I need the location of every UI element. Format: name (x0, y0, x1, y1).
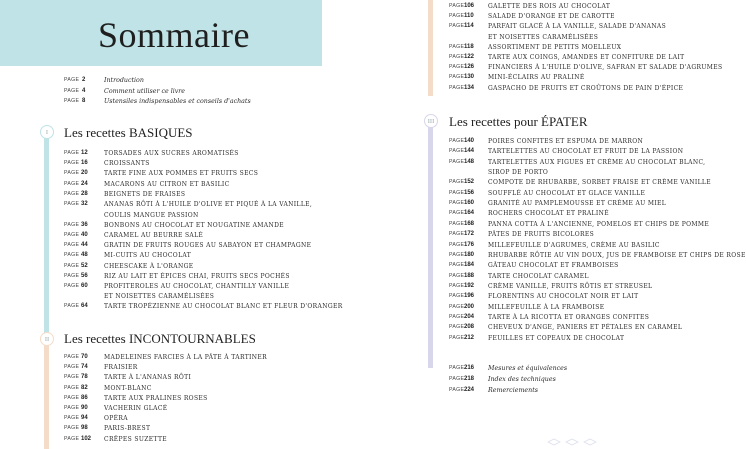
page-label: PAGE (64, 190, 80, 197)
entry-title: TARTE À L'ANANAS RÔTI (104, 374, 192, 382)
page-label: PAGE (64, 425, 80, 432)
page-number: 110 (464, 13, 474, 20)
entry-title: TARTE TROPÉZIENNE AU CHOCOLAT BLANC ET FLEUR D'ORANGER (104, 303, 343, 311)
page-label: PAGE (64, 221, 80, 228)
page-label: PAGE (64, 150, 80, 156)
page-number: 224 (464, 386, 475, 393)
page-label: PAGE (449, 220, 465, 227)
page-label: PAGE (64, 160, 80, 167)
page-number: 48 (81, 252, 88, 259)
entry-title: Remerciements (488, 386, 538, 394)
entry-title-continuation: SIROP DE PORTO (488, 169, 549, 177)
page-number: 216 (464, 365, 475, 371)
page-label: PAGE (64, 354, 80, 360)
page-number: 160 (464, 200, 475, 207)
entry-title: TARTELETTES AUX FIGUES ET CRÈME AU CHOCOLAT BLANC, (488, 158, 706, 166)
entry-title: GRATIN DE FRUITS ROUGES AU SABAYON ET CHAMPAGNE (104, 242, 312, 250)
page-label: PAGE (449, 84, 465, 91)
page-label: PAGE (449, 43, 465, 50)
entry-title: RHUBARBE RÔTIE AU VIN DOUX, JUS DE FRAMBOISE ET CHIPS DE ROSE (488, 251, 746, 259)
page-label: PAGE (449, 262, 465, 269)
page-number: 130 (464, 74, 475, 81)
entry-title: CROISSANTS (104, 160, 150, 168)
page-label: PAGE (64, 170, 80, 177)
section-numeral: III (424, 114, 438, 128)
entry-title-continuation: COULIS MANGUE PASSION (104, 211, 199, 219)
entry-title: CRÊPES SUZETTE (104, 435, 168, 443)
page-number: 78 (81, 374, 88, 381)
entry-title: TORSADES AUX SUCRES AROMATISÉS (104, 150, 239, 157)
page-number: 134 (464, 84, 475, 91)
section-title: Les recettes INCONTOURNABLES (64, 331, 256, 346)
entry-title: PANNA COTTA À L'ANCIENNE, POMELOS ET CHIPS DE POMME (488, 220, 710, 228)
entry-title: OPÉRA (104, 415, 128, 423)
page-number: 196 (464, 293, 475, 300)
page-number: 114 (464, 23, 474, 30)
page-number: 28 (81, 190, 88, 197)
page-label: PAGE (449, 375, 465, 382)
page-number: 102 (81, 435, 92, 442)
page-label: PAGE (449, 282, 465, 289)
entry-title: Ustensiles indispensables et conseils d'achats (104, 98, 251, 106)
entry-title: PÂTES DE FRUITS BICOLORES (488, 231, 595, 239)
page-number: 94 (81, 415, 88, 422)
page-label: PAGE (449, 251, 465, 258)
page-number: 74 (81, 364, 88, 371)
entry-title: MADELEINES FARCIES À LA PÂTE À TARTINER (104, 354, 267, 361)
page-label: PAGE (449, 231, 465, 238)
page-number: 32 (81, 201, 88, 208)
entry-title: BEIGNETS DE FRAISES (104, 190, 186, 198)
page-number: 2 (82, 77, 86, 83)
entry-title: MACARONS AU CITRON ET BASILIC (104, 180, 230, 188)
page-label: PAGE (64, 252, 80, 259)
entry-title: GASPACHO DE FRUITS ET CROÛTONS DE PAIN D'ÉPICE (488, 84, 684, 92)
entry-title: RIZ AU LAIT ET ÉPICES CHAI, FRUITS SECS POCHÉS (104, 272, 290, 280)
page-number: 24 (81, 180, 88, 187)
entry-title: BONBONS AU CHOCOLAT ET NOUGATINE AMANDE (104, 221, 284, 229)
page-label: PAGE (449, 324, 465, 331)
entry-title: SOUFFLÉ AU CHOCOLAT ET GLACE VANILLE (488, 189, 646, 197)
page-number: 172 (464, 231, 475, 238)
page-label: PAGE (449, 241, 465, 248)
page-label: PAGE (449, 3, 465, 9)
entry-title: TARTE AUX PRALINES ROSES (104, 394, 208, 402)
page-label: PAGE (449, 313, 465, 320)
page-label: PAGE (449, 74, 465, 81)
entry-title: ANANAS RÔTI À L'HUILE D'OLIVE ET PIQUÉ À LA VANILLE, (104, 201, 313, 209)
entry-title: CHEVEUX D'ANGE, PANIERS ET PÉTALES EN CARAMEL (488, 324, 683, 332)
page-number: 36 (81, 221, 88, 228)
page-label: PAGE (449, 272, 465, 279)
entry-title: MILLEFEUILLE D'AGRUMES, CRÈME AU BASILIC (488, 241, 660, 249)
page-label: PAGE (64, 435, 80, 442)
page-number: 184 (464, 262, 475, 269)
page-label: PAGE (449, 365, 465, 371)
entry-title: FRAISIER (104, 364, 138, 372)
page-number: 106 (464, 3, 475, 9)
entry-title: MINI-ÉCLAIRS AU PRALINÉ (488, 74, 585, 82)
page-label: PAGE (449, 334, 465, 341)
page-number: 176 (464, 241, 475, 248)
page-number: 122 (464, 54, 475, 60)
page-number: 208 (464, 324, 475, 331)
entry-title: GÂTEAU CHOCOLAT ET FRAMBOISES (488, 262, 619, 270)
page-label: PAGE (64, 262, 80, 269)
entry-title: FINANCIERS À L'HUILE D'OLIVE, SAFRAN ET SALADE D'AGRUMES (488, 64, 723, 72)
page-number: 192 (464, 282, 475, 289)
entry-title: PARFAIT GLACÉ À LA VANILLE, SALADE D'ANANAS (488, 23, 667, 31)
entry-title: TARTE CHOCOLAT CARAMEL (488, 272, 589, 280)
page-label: PAGE (449, 210, 465, 217)
section-numeral: I (40, 125, 54, 139)
page-number: 180 (464, 251, 475, 258)
page-number: 20 (81, 170, 88, 177)
page-number: 90 (81, 405, 88, 411)
page-label: PAGE (64, 231, 80, 238)
page-label: PAGE (449, 158, 465, 165)
ornament-icon (546, 438, 600, 446)
page-label: PAGE (449, 23, 465, 30)
section-title: Les recettes pour ÉPATER (449, 114, 588, 129)
entry-title: FLORENTINS AU CHOCOLAT NOIR ET LAIT (488, 293, 639, 301)
page-label: PAGE (64, 374, 80, 381)
entry-title: TARTE AUX COINGS, AMANDES ET CONFITURE DE LAIT (488, 54, 685, 61)
page-number: 140 (464, 138, 475, 144)
entry-title-continuation: ET NOISETTES CARAMÉLISÉES (488, 33, 599, 41)
page-label: PAGE (449, 148, 465, 155)
page-label: PAGE (449, 54, 465, 60)
entry-title: GALETTE DES ROIS AU CHOCOLAT (488, 3, 611, 10)
page-number: 44 (81, 242, 88, 249)
page-label: PAGE (449, 386, 465, 393)
page-number: 8 (82, 98, 86, 105)
entry-title: TARTELETTES AU CHOCOLAT ET FRUIT DE LA PASSION (488, 148, 684, 156)
entry-title: PARIS-BREST (104, 425, 151, 433)
section-bar-2-continued (428, 0, 433, 96)
page-number: 148 (464, 158, 475, 165)
entry-title: POIRES CONFITES ET ESPUMA DE MARRON (488, 138, 644, 145)
entry-title: MILLEFEUILLE À LA FRAMBOISE (488, 303, 605, 311)
entry-title: CRÈME VANILLE, FRUITS RÔTIS ET STREUSEL (488, 282, 653, 290)
page-label: PAGE (449, 189, 465, 196)
page-label: PAGE (64, 405, 80, 411)
page-number: 82 (81, 384, 88, 391)
page-number: 164 (464, 210, 475, 217)
page-number: 56 (81, 272, 88, 279)
entry-title: Comment utiliser ce livre (104, 87, 186, 95)
page-number: 126 (464, 64, 475, 71)
page-label: PAGE (64, 364, 80, 371)
entry-title: TARTE À LA RICOTTA ET ORANGES CONFITES (488, 313, 650, 321)
page-number: 12 (81, 150, 88, 156)
page-label: PAGE (64, 272, 80, 279)
entry-title: MONT-BLANC (104, 384, 152, 392)
page-number: 212 (464, 334, 475, 341)
section-numeral: II (40, 332, 54, 346)
entry-title-continuation: ET NOISETTES CARAMÉLISÉES (104, 293, 215, 301)
page-label: PAGE (64, 242, 80, 249)
entry-title: CHEESCAKE À L'ORANGE (104, 262, 194, 270)
page-number: 156 (464, 189, 475, 196)
page-label: PAGE (449, 13, 465, 20)
section-bar-3 (428, 116, 433, 368)
section-bar-2 (44, 333, 49, 449)
page-label: PAGE (64, 394, 80, 401)
page-number: 86 (81, 394, 88, 401)
page-title: Sommaire (98, 15, 250, 55)
page-number: 16 (81, 160, 88, 167)
page-number: 188 (464, 272, 475, 279)
page-number: 168 (464, 220, 475, 227)
page-number: 144 (464, 148, 475, 155)
page-number: 152 (464, 179, 475, 186)
entry-title: SALADE D'ORANGE ET DE CAROTTE (488, 13, 615, 21)
entry-title: TARTE FINE AUX POMMES ET FRUITS SECS (104, 170, 259, 178)
page-number: 204 (464, 313, 475, 320)
page-label: PAGE (449, 138, 465, 144)
page-label: PAGE (449, 64, 465, 71)
page-number: 60 (81, 282, 88, 289)
page-label: PAGE (64, 98, 80, 105)
page-label: PAGE (64, 282, 80, 289)
entry-title: PROFITEROLES AU CHOCOLAT, CHANTILLY VANILLE (104, 282, 290, 290)
page-label: PAGE (64, 303, 80, 310)
entry-title: ROCHERS CHOCOLAT ET PRALINÉ (488, 210, 609, 218)
entry-title: Index des techniques (488, 375, 556, 383)
page-label: PAGE (449, 179, 465, 186)
page-number: 4 (82, 87, 86, 94)
entry-title: MI-CUITS AU CHOCOLAT (104, 252, 192, 260)
page-label: PAGE (449, 293, 465, 300)
page-label: PAGE (449, 200, 465, 207)
section-title: Les recettes BASIQUES (64, 125, 193, 140)
entry-title: FEUILLES ET COPEAUX DE CHOCOLAT (488, 334, 625, 342)
entry-title: Introduction (104, 77, 144, 84)
page-label: PAGE (64, 201, 80, 208)
entry-title: CARAMEL AU BEURRE SALÉ (104, 231, 204, 239)
page-number: 118 (464, 43, 474, 50)
page-number: 98 (81, 425, 88, 432)
entry-title: GRANITÉ AU PAMPLEMOUSSE ET CRÈME AU MIEL (488, 200, 667, 208)
page-number: 218 (464, 375, 475, 382)
page-number: 200 (464, 303, 475, 310)
page-label: PAGE (64, 415, 80, 422)
entry-title: Mesures et équivalences (488, 365, 568, 372)
page-label: PAGE (64, 384, 80, 391)
page-label: PAGE (64, 87, 80, 94)
page-label: PAGE (64, 180, 80, 187)
page-number: 40 (81, 231, 88, 238)
entry-title: COMPOTE DE RHUBARBE, SORBET FRAISE ET CRÈME VANILLE (488, 179, 711, 187)
page-number: 52 (81, 262, 88, 269)
entry-title: VACHERIN GLACÉ (104, 405, 168, 412)
page-label: PAGE (64, 77, 80, 83)
page-label: PAGE (449, 303, 465, 310)
page-number: 70 (81, 354, 88, 360)
page-number: 64 (81, 303, 88, 310)
entry-title: ASSORTIMENT DE PETITS MOELLEUX (488, 43, 622, 51)
